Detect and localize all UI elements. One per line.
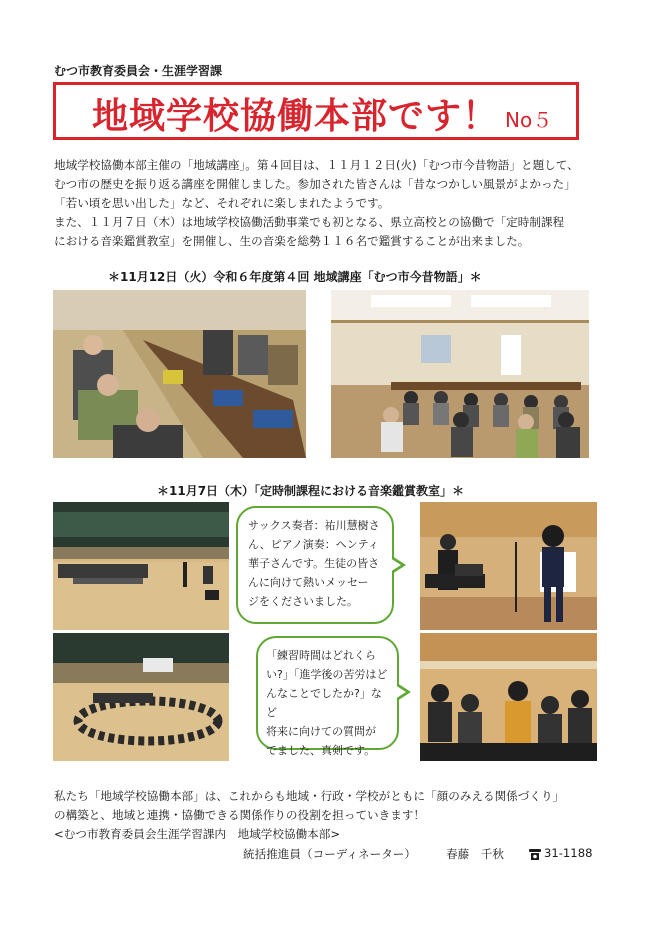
speech-bubble-questions <box>256 636 399 757</box>
concert-photo-performers <box>420 502 597 630</box>
telephone-icon <box>528 846 542 859</box>
bubble-line: んに向けて熱いメッセー <box>248 576 369 589</box>
bubble-line: 将来に向けての質問が <box>266 725 376 738</box>
intro-line: また、１１月７日（木）は地域学校協働活動事業でも初となる、県立高校との協働で「定時制課程 <box>54 215 565 229</box>
bubble-line: サックス奏者：祐川慧樹さ <box>248 519 380 532</box>
speech-bubble-performers <box>236 506 394 624</box>
concert-photo-gym-wide <box>53 502 229 630</box>
intro-line: 「若い頃を思い出した」など、それぞれに楽しまれたようです。 <box>54 196 390 210</box>
section-heading-concert: ＊11月7日（木）「定時制課程における音楽鑑賞教室」＊ <box>157 484 465 498</box>
intro-line: むつ市の歴史を振り返る講座を開催しました。参加された皆さんは「昔なつかしい風景がよかった」 <box>54 177 576 191</box>
lecture-photo-hall <box>331 290 589 458</box>
concert-photo-students <box>420 633 597 761</box>
closing-line: <むつ市教育委員会生涯学習課内 地域学校協働本部> <box>54 827 341 841</box>
closing-line: 私たち「地域学校協働本部」は、これからも地域・行政・学校がともに「顔のみえる関係づくり」 <box>54 789 565 803</box>
concert-photo-gym-circle <box>53 633 229 761</box>
phone-number: 31-1188 <box>544 846 593 860</box>
speech-bubble-tail-fill <box>390 558 401 572</box>
lecture-photo-audience <box>53 290 306 458</box>
coordinator-name: 春藤 千秋 <box>446 847 504 861</box>
bubble-line: んなことでしたか?」など <box>266 687 382 719</box>
issue-number: No５ <box>505 108 553 132</box>
bubble-line: でました、真剣です。 <box>266 744 376 757</box>
bubble-line: ん、ピアノ演奏：ヘンティ <box>248 538 379 551</box>
bubble-line: い?」「進学後の苦労はど <box>266 668 388 681</box>
intro-line: 地域学校協働本部主催の「地域講座」。第４回目は、１１月１２日(火)「むつ市今昔物語」と題して、 <box>54 158 579 172</box>
bubble-line: 「練習時間はどれくら <box>266 649 376 662</box>
organization-name: むつ市教育委員会・生涯学習課 <box>54 64 223 78</box>
closing-line: の構築と、地域と連携・協働できる関係作りの役割を担っていきます！ <box>54 808 426 822</box>
section-heading-lecture: ＊11月12日（火）令和６年度第４回 地域講座「むつ市今昔物語」＊ <box>108 270 482 284</box>
speech-bubble-tail-fill <box>395 685 406 699</box>
coordinator-role: 統括推進員（コーディネーター） <box>243 847 416 861</box>
intro-line: における音楽鑑賞教室」を開催し、生の音楽を総勢１１６名で鑑賞することが出来ました。 <box>54 234 530 248</box>
bubble-line: ジをくださいました。 <box>248 595 358 608</box>
bubble-line: 華子さんです。生徒の皆さ <box>248 557 380 570</box>
page-title: 地域学校協働本部です！ <box>92 96 500 137</box>
